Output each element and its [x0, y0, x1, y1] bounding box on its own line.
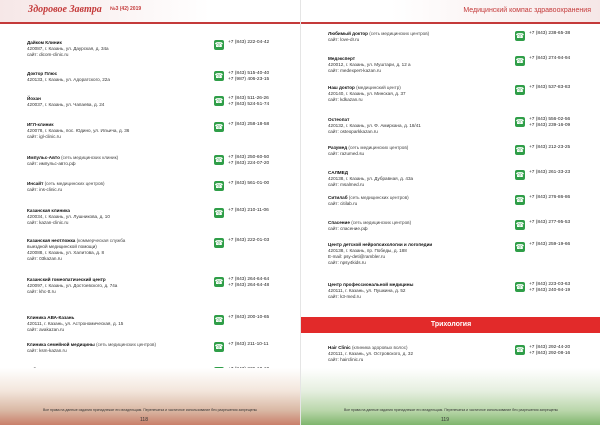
entry-name: Центр профессиональной медицины [328, 282, 414, 287]
entry-website[interactable]: сайт: ksm-kazan.ru [27, 348, 67, 353]
listing-entry [27, 96, 207, 108]
phone-icon [515, 170, 525, 180]
phone-numbers [529, 195, 570, 201]
phone-number[interactable]: +7 (843) 239-16-09 [529, 123, 571, 128]
phone-number[interactable]: +7 (843) 292-44-20 [529, 345, 571, 350]
phone-block [214, 342, 269, 352]
phone-icon [214, 122, 224, 132]
phone-numbers [529, 31, 570, 37]
phone-number[interactable]: +7 (843) 223-03-63 [529, 282, 571, 287]
phone-number[interactable]: +7 (843) 274-94-94 [529, 56, 571, 61]
phone-numbers [529, 56, 570, 62]
page-number: 118 [140, 417, 148, 423]
phone-icon [214, 342, 224, 352]
entry-name: Медэксперт [328, 56, 355, 61]
entry-name: Ситилаб [328, 195, 348, 200]
entry-website[interactable]: сайт: импульс-авто.рф [27, 161, 76, 166]
entry-note: (клиника здоровых волос) [350, 345, 408, 350]
phone-block [214, 238, 269, 248]
phone-block [515, 117, 570, 129]
phone-numbers [529, 345, 570, 357]
phone-block [214, 315, 269, 325]
listing-entry [328, 345, 508, 363]
phone-number[interactable]: +7 (843) 240-94-19 [529, 288, 571, 293]
phone-numbers [529, 242, 570, 248]
entry-name: ИГЛ-клиник [27, 122, 54, 127]
phone-number[interactable]: +7 (843) 222-04-42 [228, 40, 270, 45]
phone-numbers [529, 117, 570, 129]
phone-numbers [228, 181, 269, 187]
footer-note: Все права на данные издания принадлежат его владельцам. Перепечатка и частичное использование без разрешения запрещены [42, 408, 258, 412]
brand-logo: Здоровое Завтра [28, 4, 102, 15]
phone-number[interactable]: +7 (843) 250-60-50 [228, 155, 270, 160]
phone-number[interactable]: +7 (843) 264-64-64 [228, 277, 270, 282]
entry-website[interactable]: сайт: msalmed.ru [328, 182, 365, 187]
phone-number[interactable]: +7 (843) 556-02-56 [529, 117, 571, 122]
entry-address: 420111, г. Казань, ул. Астрономическая, д. 15 [27, 321, 124, 326]
entry-address: 420037, г. Казань, ул. Чапаева, д. 24 [27, 102, 105, 107]
listing-entry [27, 71, 207, 83]
entry-address: 420138, г. Казань, пр. Победы, д. 188 [328, 248, 407, 253]
phone-icon [214, 96, 224, 106]
phone-block [515, 195, 570, 205]
phone-block [515, 31, 570, 41]
entry-address: 420111, г. Казань, ул. Островского, д. 32 [328, 351, 414, 356]
phone-icon [214, 315, 224, 325]
phone-number[interactable]: +7 (843) 524-51-74 [228, 102, 270, 107]
entry-note: (сеть медицинских центров) [347, 195, 409, 200]
entry-address: 420088, г. Казань, ул. Халитова, д. 8 [27, 250, 105, 255]
entry-name: Казанская неотложка [27, 238, 76, 243]
entry-website[interactable]: сайт: medexpert-kazan.ru [328, 68, 381, 73]
entry-note: (коммерческая служба [75, 238, 126, 243]
entry-address: E-mail: psy-deti@rambler.ru [328, 254, 385, 259]
entry-name: Hair Clinic [328, 345, 351, 350]
left-header [0, 0, 300, 24]
listing-entry [328, 195, 508, 207]
phone-numbers [228, 71, 269, 83]
entry-note: (сеть медицинских центров) [349, 220, 412, 225]
entry-website[interactable]: сайт: love-dr.ru [328, 37, 360, 42]
phone-block [214, 277, 269, 289]
phone-number[interactable]: +7 (987) 406-23-15 [228, 77, 270, 82]
entry-website[interactable]: сайт: спасение.рф [328, 226, 368, 231]
phone-number[interactable]: +7 (843) 212-23-25 [529, 145, 571, 150]
phone-block [214, 122, 269, 132]
phone-icon [515, 56, 525, 66]
footer-decoration [301, 368, 600, 425]
listing-entry [27, 181, 207, 193]
phone-block [515, 282, 570, 294]
entry-name: Спасение [328, 220, 350, 225]
phone-icon [214, 155, 224, 165]
listing-entry [27, 155, 207, 167]
phone-numbers [228, 96, 269, 108]
phone-number[interactable]: +7 (843) 264-64-48 [228, 283, 270, 288]
entry-name: Доктор Плюс [27, 71, 58, 76]
phone-number[interactable]: +7 (843) 258-18-58 [228, 122, 270, 127]
phone-number[interactable]: +7 (843) 238-65-38 [529, 31, 571, 36]
entry-name: Наш доктор [328, 85, 355, 90]
phone-numbers [228, 208, 269, 214]
phone-icon [515, 220, 525, 230]
phone-icon [214, 277, 224, 287]
entry-website[interactable]: сайт: igl-clinic.ru [27, 134, 61, 139]
phone-numbers [228, 40, 269, 46]
phone-block [515, 220, 570, 230]
footer-note: Все права на данные издания принадлежат его владельцам. Перепечатка и частичное использование без разрешения запрещены [343, 408, 559, 412]
trichology-section-bar [301, 317, 600, 333]
phone-block [214, 181, 269, 191]
entry-name: Центр детской нейропсихологии и логопедии [328, 242, 433, 247]
entry-note: (сеть медицинских центров) [368, 31, 430, 36]
entry-website[interactable]: сайт: dicom-clinic.ru [27, 52, 69, 57]
listing-entry [328, 220, 508, 232]
entry-name: Инсайт [27, 181, 44, 186]
entry-name: Дайком Клиник [27, 40, 62, 45]
entry-name: Разумед [328, 145, 348, 150]
listing-entry [27, 40, 207, 58]
listing-entry [328, 56, 508, 74]
listing-entry [328, 242, 508, 266]
entry-address: 420087, г. Казань, ул. Даурская, д. 34а [27, 46, 109, 51]
listing-entry [328, 85, 508, 103]
phone-block [214, 40, 269, 50]
phone-icon [214, 40, 224, 50]
entry-address: 420078, г. Казань, пос. Юдино, ул. Ильича, д. 36 [27, 128, 130, 133]
phone-number[interactable]: +7 (843) 200-10-65 [228, 315, 270, 320]
phone-number[interactable]: +7 (843) 276-86-86 [529, 195, 571, 200]
phone-number[interactable]: +7 (843) 224-07-20 [228, 161, 270, 166]
entry-address: 420133, г. Казань, ул. Адоратского, 22а [27, 77, 110, 82]
entry-name: Клиника АВА-Казань [27, 315, 75, 320]
phone-number[interactable]: +7 (843) 561-01-00 [228, 181, 270, 186]
entry-note: (сеть медицинских центров) [94, 342, 156, 347]
listing-entry [328, 170, 508, 188]
entry-website[interactable]: сайт: citilab.ru [328, 201, 358, 206]
phone-number[interactable]: +7 (843) 259-19-66 [529, 242, 571, 247]
phone-icon [515, 282, 525, 292]
listing-entry [27, 277, 207, 295]
entry-website[interactable]: сайт: avakazan.ru [27, 327, 65, 332]
phone-numbers [529, 220, 570, 226]
page-number: 119 [441, 417, 449, 423]
entry-address: 420097, г. Казань, ул. Достоевского, д. 74а [27, 283, 118, 288]
listing-entry [328, 282, 508, 300]
entry-website[interactable]: сайт: osteoparkkazan.ru [328, 129, 378, 134]
section-title: Медицинский компас здравоохранения [463, 7, 591, 14]
entry-website[interactable]: сайт: k3-med.ru [328, 294, 361, 299]
entry-address: выездной медицинской помощи) [27, 244, 97, 249]
entry-website[interactable]: сайт: 03kazan.ru [27, 256, 62, 261]
listing-entry [328, 31, 508, 43]
phone-number[interactable]: +7 (843) 210-11-06 [228, 208, 269, 213]
entry-note: (сеть медицинских центров) [43, 181, 105, 186]
phone-number[interactable]: +7 (843) 211-10-11 [228, 342, 269, 347]
listing-entry [27, 208, 207, 226]
footer-decoration [0, 368, 300, 425]
entry-note: (медицинский центр) [354, 85, 401, 90]
entry-address: 420034, г. Казань, ул. Лушникова, д. 10 [27, 214, 110, 219]
phone-icon [515, 345, 525, 355]
phone-icon [515, 117, 525, 127]
listing-entry [328, 145, 508, 157]
phone-block [515, 242, 570, 252]
entry-website[interactable]: сайт: khc-tt.ru [27, 289, 56, 294]
phone-number[interactable]: +7 (843) 537-83-83 [529, 85, 571, 90]
phone-numbers [228, 155, 269, 167]
entry-website[interactable]: сайт: kazan-clinic.ru [27, 220, 69, 225]
phone-numbers [529, 85, 570, 91]
right-header [301, 0, 600, 24]
phone-numbers [228, 238, 269, 244]
phone-numbers [228, 122, 269, 128]
issue-label: №3 (42) 2019 [110, 6, 142, 12]
entry-website[interactable]: сайт: kdkazan.ru [328, 97, 363, 102]
entry-address: 420111, г. Казань, ул. Пушкина, д. 52 [328, 288, 406, 293]
listing-entry [27, 315, 207, 333]
right-page [300, 0, 600, 425]
entry-name: Клиника семейной медицины [27, 342, 95, 347]
entry-website[interactable]: сайт: razumed.su [328, 151, 365, 156]
phone-block [515, 345, 570, 357]
phone-numbers [529, 282, 570, 294]
entry-name: Любимый доктор [328, 31, 368, 36]
entry-address: 420140, г. Казань, ул. Минская, д. 37 [328, 91, 406, 96]
phone-icon [515, 195, 525, 205]
entry-name: Казанский гомеопатический центр [27, 277, 106, 282]
listing-entry [27, 342, 207, 354]
phone-number[interactable]: +7 (843) 292-08-16 [529, 351, 571, 356]
section-heading: Трихология [430, 321, 472, 328]
phone-icon [214, 71, 224, 81]
entry-address: 420012, г. Казань, ул. Муштари, д. 12 а [328, 62, 411, 67]
phone-icon [515, 242, 525, 252]
phone-block [214, 155, 269, 167]
phone-number[interactable]: +7 (843) 277-95-53 [529, 220, 571, 225]
entry-note: (сеть медицинских клиник) [59, 155, 119, 160]
entry-name: Импульс-Авто [27, 155, 60, 160]
phone-block [214, 71, 269, 83]
phone-icon [515, 31, 525, 41]
entry-website[interactable]: сайт: ins-clinic.ru [27, 187, 63, 192]
phone-block [515, 85, 570, 95]
phone-block [515, 170, 570, 180]
phone-number[interactable]: +7 (843) 261-33-23 [529, 170, 571, 175]
phone-block [214, 96, 269, 108]
phone-numbers [228, 315, 269, 321]
phone-icon [515, 85, 525, 95]
phone-number[interactable]: +7 (843) 515-40-40 [228, 71, 270, 76]
listing-entry [27, 122, 207, 140]
phone-numbers [228, 277, 269, 289]
phone-number[interactable]: +7 (843) 511-26-26 [228, 96, 269, 101]
entry-name: САЛМЕД [328, 170, 348, 175]
entry-website[interactable]: сайт: npsy4kids.ru [328, 260, 366, 265]
phone-number[interactable]: +7 (843) 222-01-03 [228, 238, 270, 243]
phone-block [515, 56, 570, 66]
phone-icon [214, 208, 224, 218]
listing-entry [27, 238, 207, 262]
phone-icon [214, 181, 224, 191]
phone-block [515, 145, 570, 155]
phone-icon [515, 145, 525, 155]
entry-note: (сеть медицинских центров) [347, 145, 409, 150]
listing-entry [328, 117, 508, 135]
phone-numbers [529, 145, 570, 151]
phone-numbers [228, 342, 269, 348]
entry-address: 420132, г. Казань, ул. Ф. Амирхана, д. 18/41 [328, 123, 421, 128]
phone-block [214, 208, 269, 218]
entry-address: 420138, г. Казань, ул. Дубравная, д. 43а [328, 176, 414, 181]
phone-numbers [529, 170, 570, 176]
entry-name: Остеопат [328, 117, 350, 122]
entry-name: Йохан [27, 96, 41, 101]
entry-name: Казанская клиника [27, 208, 70, 213]
phone-icon [214, 238, 224, 248]
entry-website[interactable]: сайт: hairclinic.ru [328, 357, 364, 362]
